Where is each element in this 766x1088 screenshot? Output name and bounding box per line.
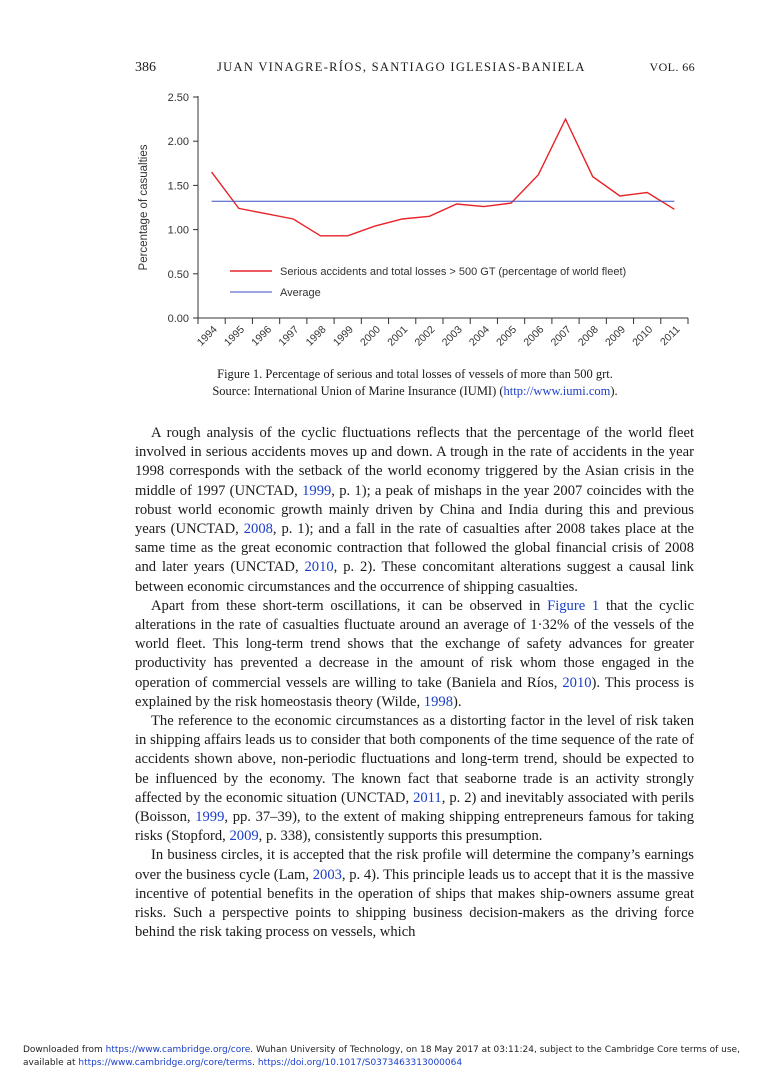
series-line-casualties: [212, 119, 675, 236]
caption-title: Figure 1. Percentage of serious and total losses of vessels of more than 500 grt.: [217, 367, 613, 381]
citation-link[interactable]: 2010: [304, 559, 334, 576]
running-header: [135, 60, 695, 80]
running-authors: JUAN VINAGRE-RÍOS, SANTIAGO IGLESIAS-BANIELA: [217, 60, 586, 74]
x-tick-label: 1998: [303, 323, 329, 349]
x-tick-label: 1999: [330, 323, 356, 349]
casualties-line-chart: [130, 88, 700, 363]
x-tick-label: 2003: [439, 323, 465, 349]
citation-link[interactable]: 2003: [312, 866, 342, 883]
x-tick-label: 2010: [630, 323, 656, 349]
page-number: 386: [135, 60, 156, 75]
x-tick-label: 2011: [658, 323, 683, 349]
citation-link[interactable]: 1998: [423, 693, 453, 710]
citation-link[interactable]: 1999: [195, 809, 225, 826]
x-tick-label: 2004: [466, 323, 492, 349]
x-tick-label: 2001: [385, 323, 411, 349]
figure-reference-link[interactable]: Figure 1: [547, 597, 600, 614]
y-tick-label: 1.50: [167, 180, 189, 193]
paragraph: Apart from these short-term oscillations, it can be observed in Figure 1 that the cyclic alterations in the rate of casualties fluctuate around an average of 1·32% of the vessels of the world fleet. This long-term trend shows that the exchange of safety advances for greater productivity has prevented a decrease in the amount of risk whom those engaged in the operation of commercial vessels are willing to take (Baniela and Ríos, 2010). This process is explained by the risk homeostasis theory (Wilde, 1998).: [135, 597, 694, 710]
x-tick-label: 2008: [575, 323, 601, 349]
y-tick-label: 0.50: [167, 268, 189, 281]
figure-caption: [135, 366, 695, 400]
cambridge-core-link[interactable]: https://www.cambridge.org/core: [105, 1045, 251, 1055]
article-body: [135, 424, 694, 942]
citation-link[interactable]: 2011: [413, 789, 442, 806]
y-tick-label: 1.00: [167, 224, 189, 237]
x-tick-label: 2009: [603, 323, 629, 349]
x-tick-label: 1996: [249, 323, 275, 349]
caption-source: Source: International Union of Marine Insurance (IUMI) (http://www.iumi.com).: [212, 384, 618, 398]
citation-link[interactable]: 2008: [243, 521, 273, 538]
y-axis-title: Percentage of casualties: [138, 144, 150, 271]
citation-link[interactable]: 2009: [229, 828, 259, 845]
download-footer: Downloaded from https://www.cambridge.org/core. Wuhan University of Technology, on 18 May 2017 at 03:11:24, subject to the Cambridge Core terms of use, available at https://www.cambridge.org/core/terms. https://doi.org/10.1017/S0373463313000064: [23, 1045, 740, 1068]
legend-label: Serious accidents and total losses > 500 GT (percentage of world fleet): [280, 266, 627, 278]
x-tick-label: 2007: [548, 323, 574, 349]
x-tick-label: 1997: [276, 323, 302, 349]
x-tick-label: 2006: [521, 323, 547, 349]
x-tick-label: 2005: [494, 323, 520, 349]
x-tick-label: 2000: [358, 323, 384, 349]
volume-label: VOL. 66: [649, 60, 695, 74]
paragraph: The reference to the economic circumstances as a distorting factor in the level of risk taken in shipping affairs leads us to consider that both components of the time sequence of the rate of accidents shown above, non-periodic fluctuations and long-term trend, should be expected to be influenced by the economy. The known fact that seaborne trade is an activity strongly affected by the economic situation (UNCTAD, 2011, p. 2) and inevitably associated with perils (Boisson, 1999, pp. 37–39), to the extent of making shipping entrepreneurs famous for taking risks (Stopford, 2009, p. 338), consistently supports this presumption.: [135, 713, 695, 845]
paragraph: In business circles, it is accepted that the risk profile will determine the company’s earnings over the business cycle (Lam, 2003, p. 4). This principle leads us to accept that it is the massive incentive of potential benefits in the operation of ships that makes ship-owners assume great risks. Such a perspective points to shipping business decision-makers as the driving force behind the risk taking process on vessels, which: [135, 847, 694, 941]
citation-link[interactable]: 1999: [302, 482, 332, 499]
x-tick-label: 1995: [221, 323, 247, 349]
legend-label: Average: [280, 287, 321, 299]
y-tick-label: 2.00: [167, 136, 189, 149]
citation-link[interactable]: 2010: [562, 674, 592, 691]
doi-link[interactable]: https://doi.org/10.1017/S0373463313000064: [257, 1057, 463, 1068]
iumi-link[interactable]: http://www.iumi.com: [503, 384, 611, 398]
x-tick-label: 1994: [194, 323, 220, 349]
terms-link[interactable]: https://www.cambridge.org/core/terms: [78, 1057, 253, 1068]
y-tick-label: 2.50: [167, 92, 189, 104]
paragraph: A rough analysis of the cyclic fluctuations reflects that the percentage of the world fleet involved in serious accidents moves up and down. A trough in the rate of accidents in the year 1998 corresponds with the setback of the world economy triggered by the Asian crisis in the middle of 1997 (UNCTAD, 1999, p. 1); a peak of mishaps in the year 2007 coincides with the robust world economic growth mainly driven by China and India during this and previous years (UNCTAD, 2008, p. 1); and a fall in the rate of casualties after 2008 takes place at the same time as the great economic contraction that followed the global financial crisis of 2008 and later years (UNCTAD, 2010, p. 2). These concomitant alterations suggest a causal link between economic circumstances and the occurrence of shipping casualties.: [135, 425, 694, 595]
x-tick-label: 2002: [412, 323, 438, 349]
y-tick-label: 0.00: [167, 313, 189, 325]
